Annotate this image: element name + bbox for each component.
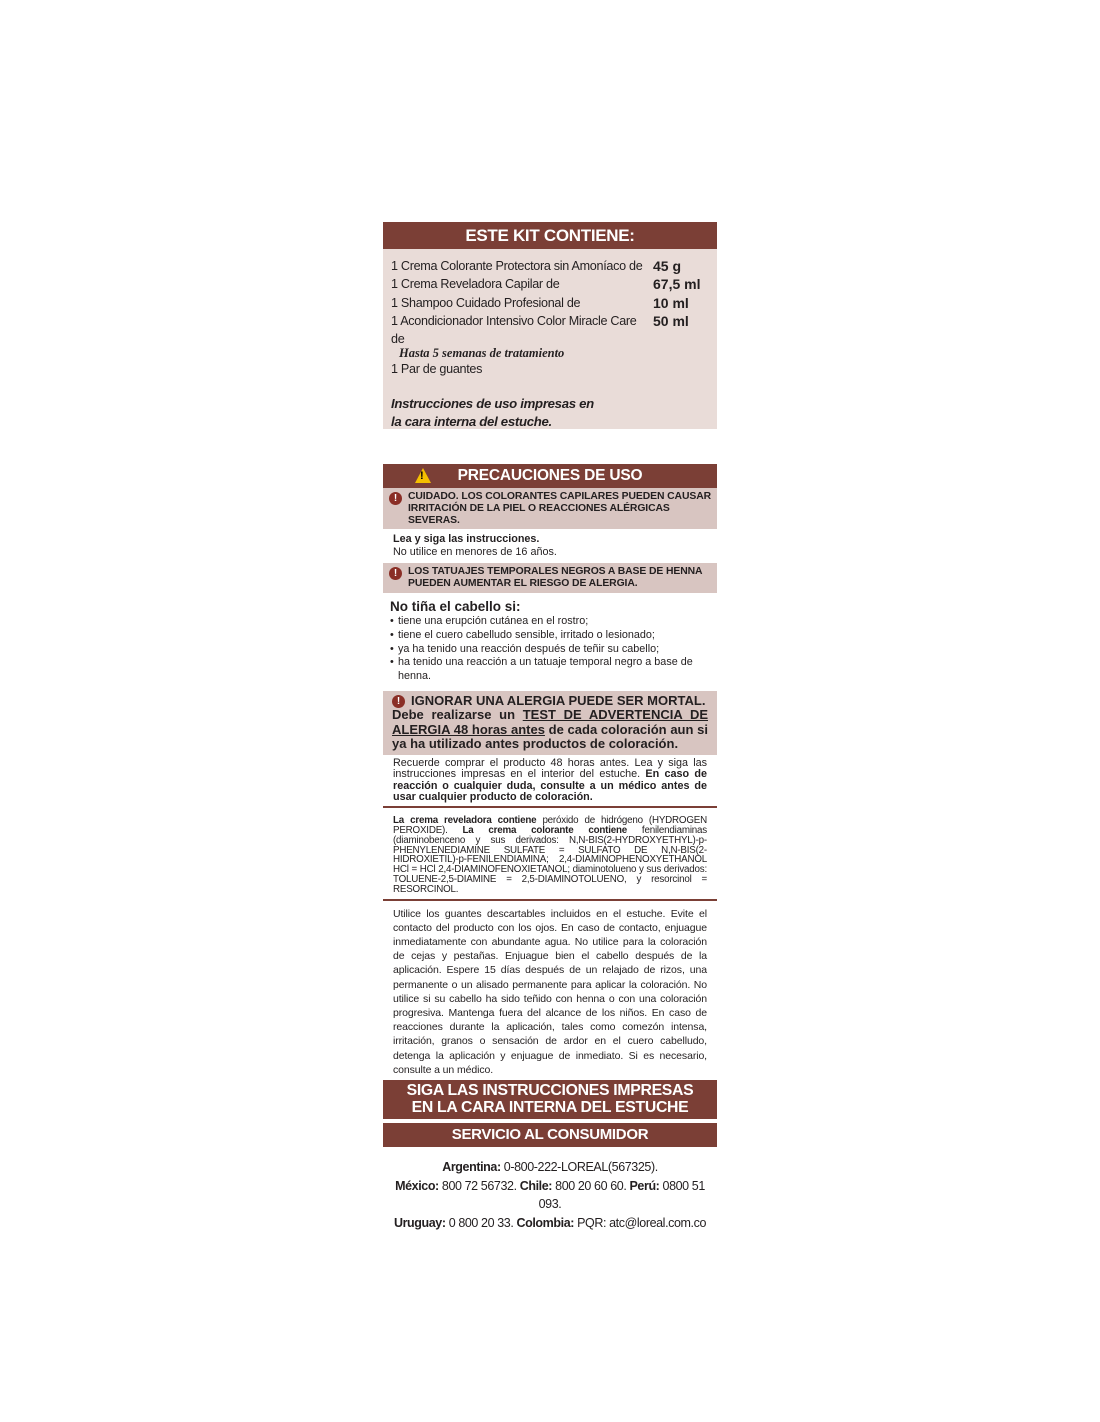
kit-item-text: 1 Par de guantes [391,362,483,377]
list-item: • ya ha tenido una reacción después de teñir su cabello; [390,642,660,655]
allergy-test-alert [383,691,717,755]
kit-item-qty: 10 ml [653,294,689,311]
list-item: • ha tenido una reacción a un tatuaje temporal negro a base de henna. [390,656,693,683]
list-item: • tiene el cuero cabelludo sensible, irritado o lesionado; [390,628,655,641]
allergy-test-underlined: TEST DE ADVERTENCIA DE ALERGIA 48 horas antes [392,707,708,737]
exclamation-circle-icon: ! [392,695,405,708]
kit-item-text: 1 Crema Reveladora Capilar de [391,277,560,292]
ingredients-block: La crema reveladora contiene peróxido de hidrógeno (HYDROGEN PEROXIDE). La crema colorante contiene fenilendiaminas (diaminobenceno y sus derivados: N,N-BIS(2-HYDROXYETHYL)-p-PHENYLENEDIAMINE SULFATE = SULFATO DE N,N-BIS(2-HIDROXIETIL)-p-FENILENDIAMINA; 2,4-DIAMINOPHENOXYETHANOL HCl = HCl 2,4-DIAMINOFENOXIETANOL; diaminotolueno y sus derivados: TOLUENE-2,5-DIAMINE = 2,5-DIAMINOTOLUENO, y resorcinol = RESORCINOL. [383,816,717,900]
kit-item-text: 1 Crema Colorante Protectora sin Amoníaco de [391,259,643,273]
contact-line: Uruguay: 0 800 20 33. Colombia: PQR: atc@loreal.com.co [393,1215,707,1230]
kit-item [391,275,709,293]
age-line: No utilice en menores de 16 años. [393,545,557,558]
mortal-alert-row [392,694,708,709]
instructions-note [391,395,709,431]
kit-item-text: 1 Acondicionador Intensivo Color Miracle Care de [391,313,637,347]
tattoo-alert-text: LOS TATUAJES TEMPORALES NEGROS A BASE DE HENNA PUEDEN AUMENTAR EL RIESGO DE ALERGIA. [408,566,703,590]
follow-instructions-bar: SIGA LAS INSTRUCCIONES IMPRESAS EN LA CARA INTERNA DEL ESTUCHE [383,1080,717,1119]
no-dye-list [383,615,717,684]
kit-item-qty: 45 g [653,258,682,274]
kit-item-text: 1 Shampoo Cuidado Profesional de [391,295,581,310]
no-dye-heading: No tiña el cabello si: [390,598,521,614]
kit-item-qty: 67,5 ml [653,276,701,293]
list-item: • tiene una erupción cutánea en el rostro; [390,614,589,627]
contact-line: Argentina: 0-800-222-LOREAL(567325). [442,1159,658,1174]
kit-contents-box [383,249,717,429]
read-line: Lea y siga las instrucciones. [393,533,540,546]
package-insert-panel [383,222,717,1232]
doctor-advice: En caso de reacción o cualquier duda, consulte a un médico antes de usar cualquier producto de coloración. [393,768,707,803]
warning-triangle-icon: ! [415,468,431,483]
precautions-title-bar [383,464,717,488]
exclamation-circle-icon: ! [389,492,402,505]
remember-note: Recuerde comprar el producto 48 horas antes. Lea y siga las instrucciones impresas en el interior del estuche. En caso de reacción o cualquier duda, consulte a un médico antes de usar cualquier producto de coloración. [383,755,717,808]
mortal-alert-text: IGNORAR UNA ALERGIA PUEDE SER MORTAL. [411,692,706,708]
usage-instructions: Utilice los guantes descartables incluidos en el estuche. Evite el contacto del producto con los ojos. En caso de contacto, enjuague inmediatamente con abundante agua. No utilice para la coloración de cejas y pestañas. Enjuague bien el cabello después de la aplicación. Espere 15 días después de un relajado de rizos, una permanente o un alisado permanente para aplicar la coloración. No utilice si su cabello ha sido teñido con henna o con una coloración progresiva. Mantenga fuera del alcance de los niños. En caso de reacciones durante la aplicación, tales como comezón intensa, irritación, granos o sensación de ardor en el cuero cabelludo, detenga la aplicación y enjuague de inmediato. Si es necesario, consulte a un médico. [393,907,707,1076]
kit-item-qty: 50 ml [653,312,689,329]
caution-text: CUIDADO. LOS COLORANTES CAPILARES PUEDEN CAUSAR IRRITACIÓN DE LA PIEL O REACCIONES ALÉRGICAS SEVERAS. [408,491,711,526]
contact-line: México: 800 72 56732. Chile: 800 20 60 60. Perú: 0800 51 093. [395,1178,705,1212]
kit-item [391,294,709,312]
consumer-service-contacts [383,1158,717,1232]
kit-item-gloves [391,360,709,378]
caution-alert [383,488,717,529]
instructions-line: Instrucciones de uso impresas en [391,395,594,411]
treatment-note: Hasta 5 semanas de tratamiento [399,346,565,361]
consumer-service-title: SERVICIO AL CONSUMIDOR [383,1123,717,1147]
kit-item [391,312,709,349]
precautions-title: PRECAUCIONES DE USO [457,467,643,484]
exclamation-circle-icon: ! [389,567,402,580]
allergy-test-text: Debe realizarse un TEST DE ADVERTENCIA DE ALERGIA 48 horas antes de cada coloración aun si ya ha utilizado antes productos de coloración. [392,707,708,752]
kit-contents-title: ESTE KIT CONTIENE: [383,222,717,249]
instructions-line: la cara interna del estuche. [391,413,552,429]
read-instructions [383,529,717,563]
kit-item [391,257,709,275]
tattoo-alert [383,563,717,593]
